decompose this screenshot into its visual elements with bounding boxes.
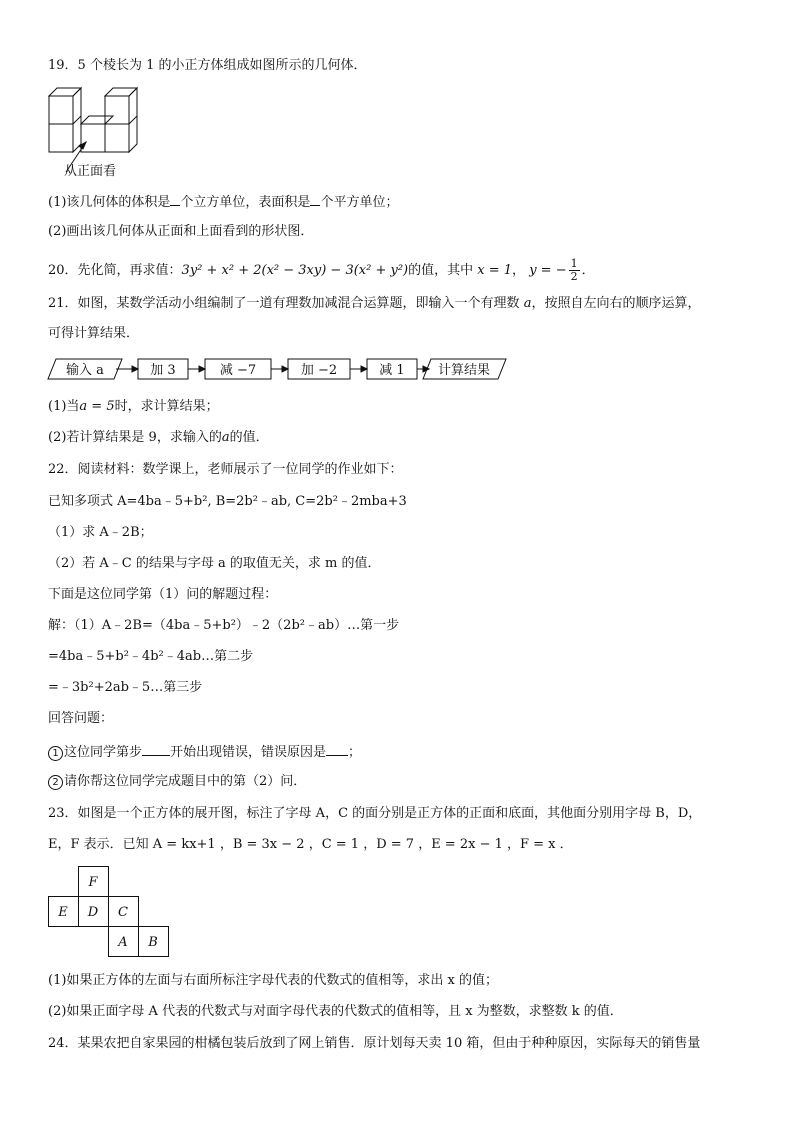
q20-line: 20．先化简，再求值：3y² + x² + 2(x² − 3xy) − 3(x² + y²)的值，其中 x = 1， y = − $\frac{1}{2}$ ． [48, 257, 595, 283]
q19-caption: 从正面看 [64, 164, 117, 179]
q22-l1: 22．阅读材料：数学课上，老师展示了一位同学的作业如下： [48, 462, 403, 477]
q23-l1: 23．如图是一个正方体的展开图，标注了字母 A，C 的面分别是正方体的正面和底面，其他面分别用字母 B，D， [48, 806, 702, 821]
q22-l2: 已知多项式 A=4ba﹣5+b², B=2b²﹣ab, C=2b²﹣2mba+3 [48, 494, 407, 509]
flow-step-sub1: 减 1 [379, 363, 405, 378]
q19-part1: (1)该几何体的体积是 个立方单位，表面积是 个平方单位； [48, 195, 399, 210]
circled-number-1: 1 [48, 746, 63, 761]
q21-line1: 21．如图，某数学活动小组编制了一道有理数加减混合运算题，即输入一个有理数 a，按照自左向右的顺序运算， [48, 296, 701, 311]
flow-step-result: 计算结果 [437, 363, 491, 378]
flow-step-add3: 加 3 [150, 363, 176, 378]
q23-part1: (1)如果正方体的左面与右面所标注字母代表的代数式的值相等，求出 x 的值； [48, 973, 499, 988]
flow-step-add-neg2: 加 −2 [300, 363, 338, 378]
net-face-b: B [148, 935, 158, 950]
q21-line2: 可得计算结果． [48, 326, 140, 341]
q22-l4: （2）若 A﹣C 的结果与字母 a 的取值无关，求 m 的值． [48, 556, 381, 571]
q21-part1: (1)当a = 5时，求计算结果； [48, 399, 219, 414]
q21-part2: (2)若计算结果是 9，求输入的a的值． [48, 430, 269, 445]
q22-l5: 下面是这位同学第（1）问的解题过程： [48, 587, 278, 602]
q22-l9: 回答问题： [48, 711, 114, 726]
q23-part2: (2)如果正面字母 A 代表的代数式与对面字母代表的代数式的值相等，且 x 为整数，求整数 k 的值． [48, 1004, 623, 1019]
flow-step-sub-neg7: 减 −7 [219, 363, 257, 378]
flowchart [46, 357, 491, 383]
circled-number-2: 2 [48, 775, 63, 790]
q22-l10: 1 这位同学第步 开始出现错误，错误原因是 ； [48, 743, 361, 761]
net-face-d: D [87, 905, 99, 920]
flow-step-input: 输入 a [66, 363, 104, 378]
q22-l8: =﹣3b²+2ab﹣5…第三步 [48, 680, 203, 695]
q24-l1: 24．某果农把自家果园的柑橘包装后放到了网上销售．原计划每天卖 10 箱，但由于种种原因，实际每天的销售量 [48, 1036, 701, 1051]
q22-l6: 解：（1）A﹣2B=（4ba﹣5+b²）﹣2（2b²﹣ab）…第一步 [48, 618, 400, 633]
q22-l11: 2 请你帮这位同学完成题目中的第（2）问． [48, 774, 306, 790]
cube-net [48, 866, 172, 958]
q19-part2: (2)画出该几何体从正面和上面看到的形状图． [48, 224, 314, 239]
net-face-f: F [88, 875, 98, 890]
q22-l7: =4ba﹣5+b²﹣4b²﹣4ab…第二步 [48, 649, 254, 664]
q23-l2: E，F 表示．已知 A = kx+1 ，B = 3x − 2 ，C = 1 ，D = 7 ，E = 2x − 1 ，F = x ． [48, 837, 573, 852]
fraction-one-half: $\frac{1}{2}$ [570, 257, 578, 283]
q19-title: 19．5 个棱长为 1 的小正方体组成如图所示的几何体． [48, 58, 367, 73]
net-face-a: A [118, 935, 128, 950]
q22-l3: （1）求 A﹣2B； [48, 525, 153, 540]
net-face-c: C [118, 905, 128, 920]
net-face-e: E [58, 905, 68, 920]
